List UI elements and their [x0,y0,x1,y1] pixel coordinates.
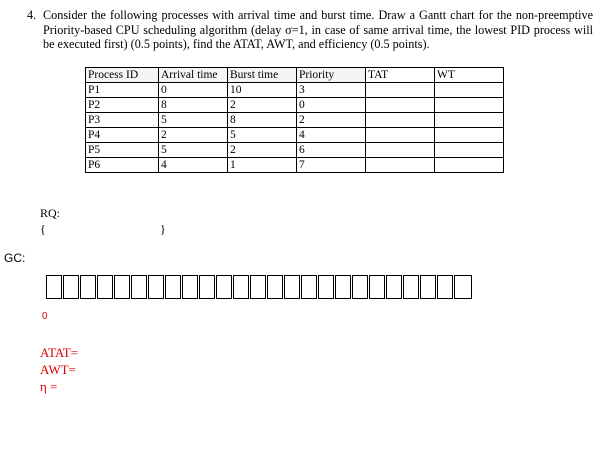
cell-arrival: 8 [159,98,228,113]
gantt-cell[interactable] [80,275,96,299]
ready-queue-close-brace: } [160,222,166,236]
gantt-cell[interactable] [420,275,436,299]
ready-queue-open-brace: { [40,222,46,236]
header-burst-time: Burst time [228,68,297,83]
cell-priority: 6 [297,143,366,158]
table-row [86,98,504,113]
cell-tat[interactable] [366,143,435,158]
ready-queue-label: RQ: [40,206,61,220]
header-tat: TAT [366,68,435,83]
cell-arrival: 5 [159,143,228,158]
efficiency-label: η = [40,379,58,394]
gantt-chart [46,275,473,301]
atat-label: ATAT= [40,345,79,360]
gantt-cell[interactable] [369,275,385,299]
cell-tat[interactable] [366,128,435,143]
cell-pid: P6 [86,158,159,173]
gantt-cell[interactable] [267,275,283,299]
cell-tat[interactable] [366,83,435,98]
cell-arrival: 0 [159,83,228,98]
gantt-cell[interactable] [199,275,215,299]
cell-burst: 5 [228,128,297,143]
gantt-cell[interactable] [216,275,232,299]
cell-priority: 4 [297,128,366,143]
cell-wt[interactable] [435,83,504,98]
table-row [86,158,504,173]
cell-pid: P2 [86,98,159,113]
cell-priority: 3 [297,83,366,98]
gantt-cell[interactable] [250,275,266,299]
cell-wt[interactable] [435,98,504,113]
gantt-cell[interactable] [46,275,62,299]
process-table [85,67,504,173]
gantt-cell[interactable] [454,275,472,299]
cell-burst: 2 [228,98,297,113]
header-wt: WT [435,68,504,83]
table-row [86,128,504,143]
gantt-cell[interactable] [97,275,113,299]
gantt-cell[interactable] [437,275,453,299]
table-header-row [86,68,504,83]
cell-tat[interactable] [366,158,435,173]
cell-burst: 2 [228,143,297,158]
gantt-cell[interactable] [335,275,351,299]
awt-label: AWT= [40,362,76,377]
cell-priority: 2 [297,113,366,128]
cell-pid: P3 [86,113,159,128]
cell-wt[interactable] [435,158,504,173]
gantt-cell[interactable] [284,275,300,299]
cell-tat[interactable] [366,98,435,113]
cell-burst: 10 [228,83,297,98]
header-process-id: Process ID [86,68,159,83]
cell-pid: P1 [86,83,159,98]
cell-pid: P4 [86,128,159,143]
table-row [86,83,504,98]
gantt-chart-label: GC: [4,251,26,265]
table-row [86,143,504,158]
cell-burst: 1 [228,158,297,173]
cell-arrival: 2 [159,128,228,143]
cell-wt[interactable] [435,113,504,128]
gantt-cell[interactable] [352,275,368,299]
header-arrival-time: Arrival time [159,68,228,83]
gantt-cell[interactable] [301,275,317,299]
cell-tat[interactable] [366,113,435,128]
gantt-start-time: 0 [42,311,48,322]
cell-arrival: 4 [159,158,228,173]
gantt-cell[interactable] [148,275,164,299]
cell-burst: 8 [228,113,297,128]
header-priority: Priority [297,68,366,83]
gantt-cell[interactable] [403,275,419,299]
table-row [86,113,504,128]
gantt-cell[interactable] [386,275,402,299]
gantt-cell[interactable] [318,275,334,299]
cell-wt[interactable] [435,128,504,143]
cell-arrival: 5 [159,113,228,128]
cell-pid: P5 [86,143,159,158]
question-number: 4. [27,8,37,22]
gantt-cell[interactable] [165,275,181,299]
gantt-cell[interactable] [233,275,249,299]
question-text: Consider the following processes with arrival time and burst time. Draw a Gantt chart for the non-preemptive Priority-based CPU scheduling algorithm (delay σ=1, in case of same arrival time, the lowest PID process will be executed first) (0.5 points), find the ATAT, AWT, and efficiency (0.5 points). [43,8,593,51]
cell-priority: 0 [297,98,366,113]
question-block [27,8,593,52]
gantt-cell[interactable] [114,275,130,299]
cell-priority: 7 [297,158,366,173]
gantt-cell[interactable] [131,275,147,299]
cell-wt[interactable] [435,143,504,158]
gantt-cell[interactable] [182,275,198,299]
gantt-cell[interactable] [63,275,79,299]
